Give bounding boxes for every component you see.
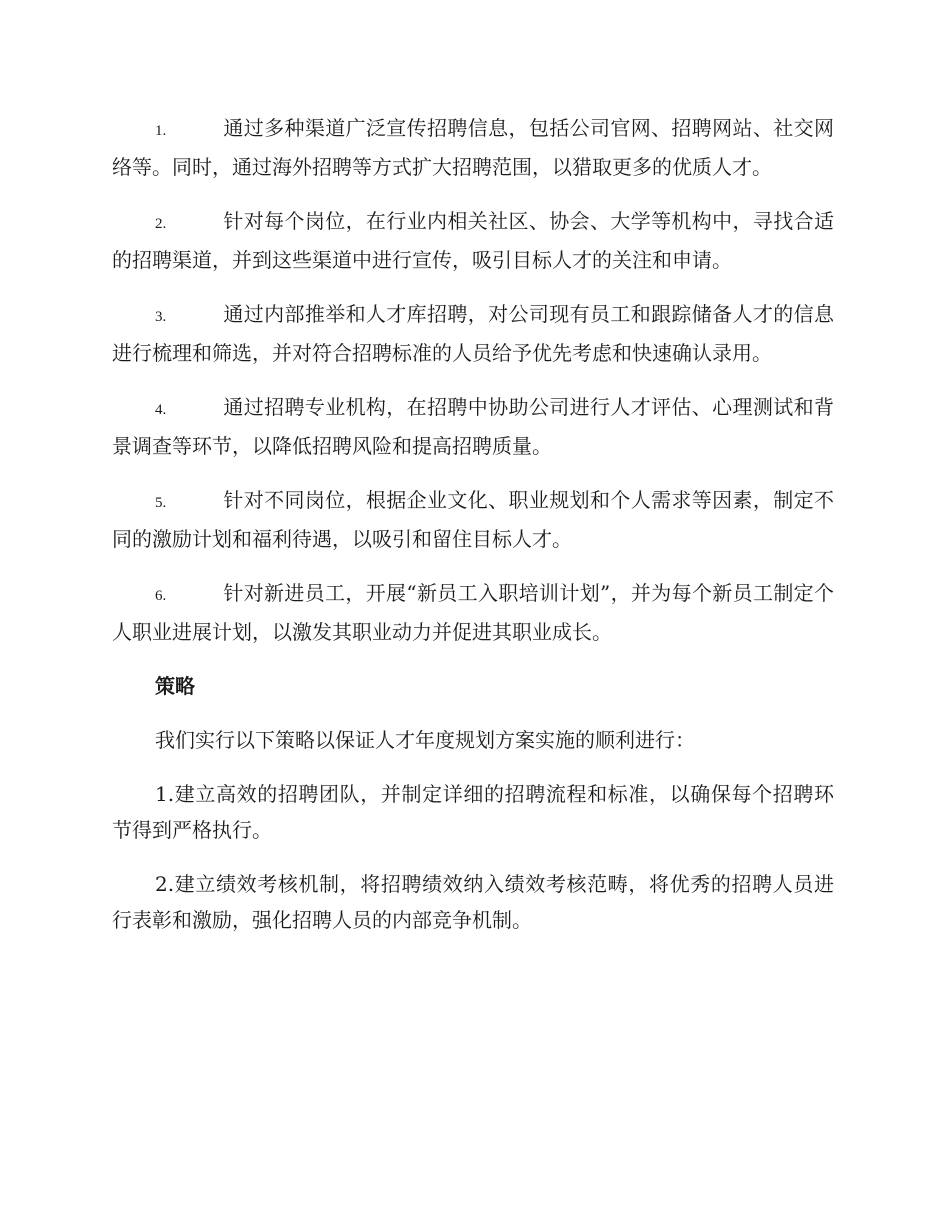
list-text: 针对新进员工，开展“新员工入职培训计划”，并为每个新员工制定个人职业进展计划，以激发其职业动力并促进其职业成长。 [112, 581, 834, 644]
list-number: 1. [155, 123, 167, 139]
list-number: 3. [155, 309, 167, 325]
list-number: 5. [155, 495, 167, 511]
list-number: 6. [155, 588, 167, 604]
list-item [112, 110, 834, 185]
list-item [112, 296, 834, 371]
list-text: 针对每个岗位，在行业内相关社区、协会、大学等机构中，寻找合适的招聘渠道，并到这些渠道中进行宣传，吸引目标人才的关注和申请。 [112, 209, 834, 272]
list-item [112, 575, 834, 650]
list-number: 2. [155, 216, 167, 232]
list-number: 4. [155, 402, 167, 418]
section-intro: 我们实行以下策略以保证人才年度规划方案实施的顺利进行： [155, 728, 695, 752]
strategy-item: 1.建立高效的招聘团队，并制定详细的招聘流程和标准，以确保每个招聘环节得到严格执行。 [112, 782, 834, 842]
section-heading: 策略 [155, 674, 195, 698]
list-item [112, 482, 834, 557]
list-text: 通过多种渠道广泛宣传招聘信息，包括公司官网、招聘网站、社交网络等。同时，通过海外招聘等方式扩大招聘范围，以猎取更多的优质人才。 [112, 116, 834, 179]
list-item [112, 389, 834, 464]
list-text: 针对不同岗位，根据企业文化、职业规划和个人需求等因素，制定不同的激励计划和福利待遇，以吸引和留住目标人才。 [112, 488, 834, 551]
list-item [112, 203, 834, 278]
list-text: 通过招聘专业机构，在招聘中协助公司进行人才评估、心理测试和背景调查等环节，以降低招聘风险和提高招聘质量。 [112, 395, 834, 458]
list-text: 通过内部推举和人才库招聘，对公司现有员工和跟踪储备人才的信息进行梳理和筛选，并对符合招聘标准的人员给予优先考虑和快速确认录用。 [112, 302, 834, 365]
document-page [112, 110, 834, 956]
strategy-item: 2.建立绩效考核机制，将招聘绩效纳入绩效考核范畴，将优秀的招聘人员进行表彰和激励，强化招聘人员的内部竞争机制。 [112, 872, 834, 932]
